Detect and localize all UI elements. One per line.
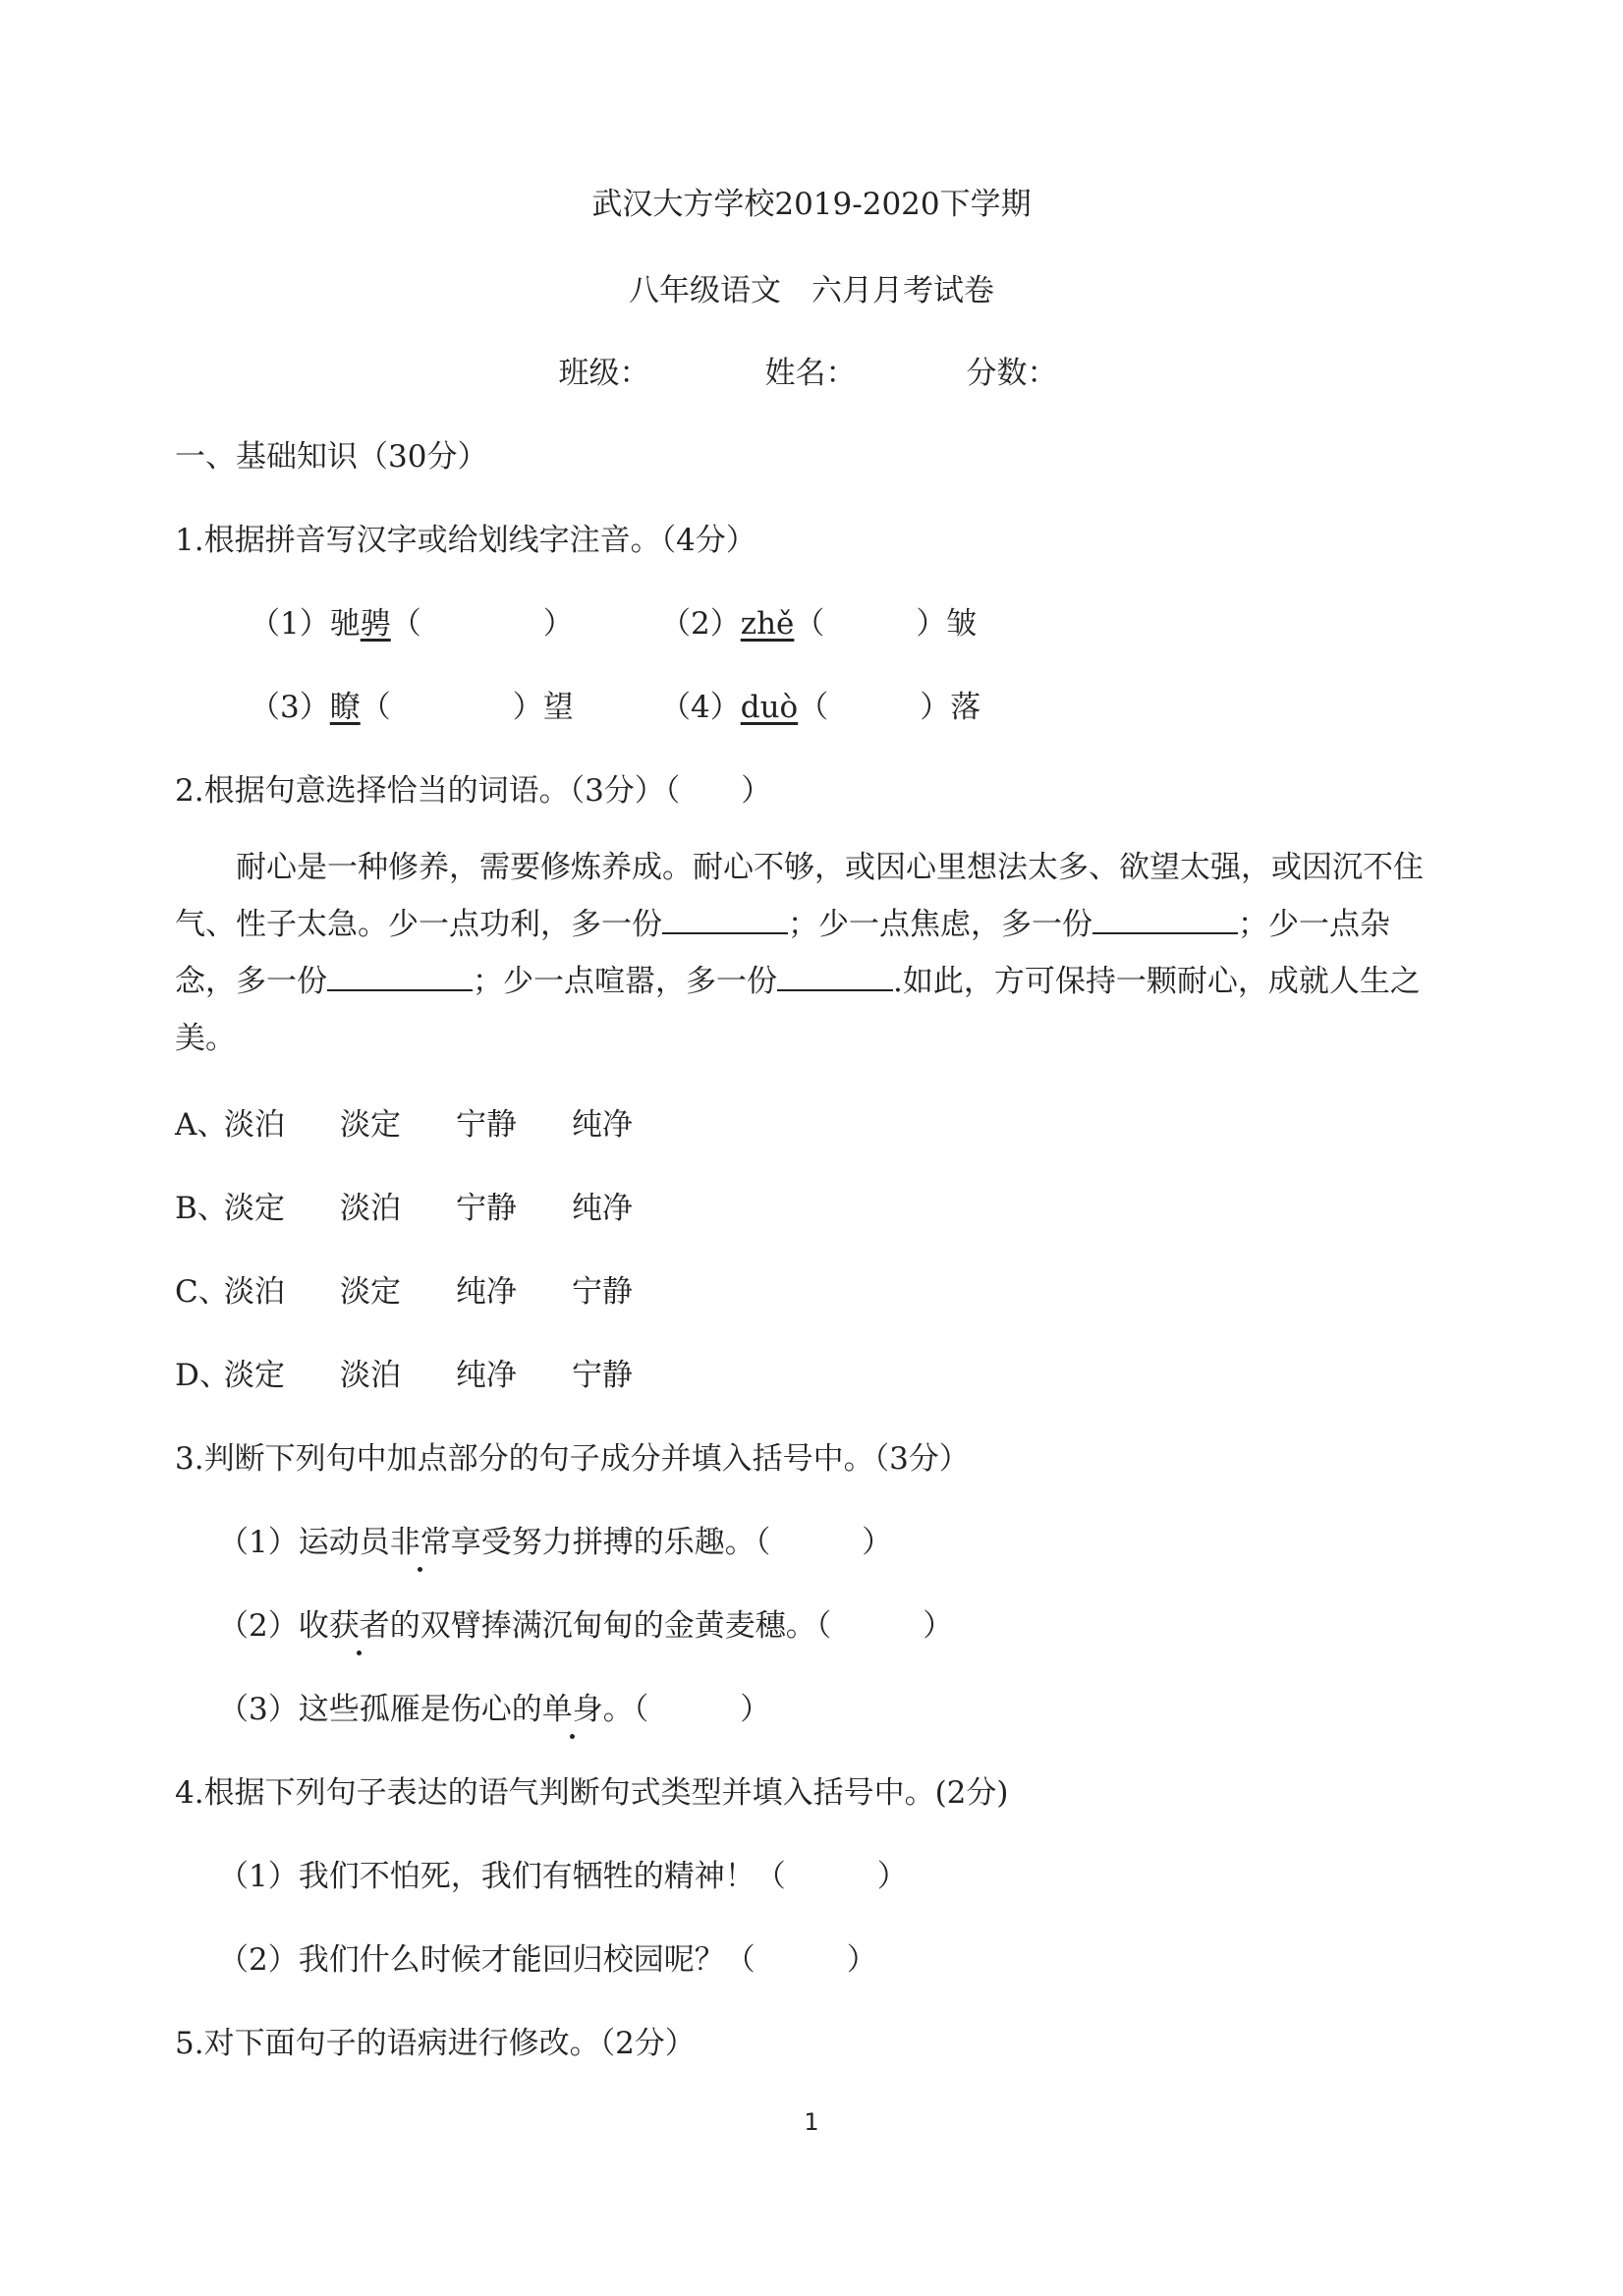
document-subtitle: 八年级语文 六月月考试卷 [629, 273, 994, 308]
question-3-stem: 3.判断下列句中加点部分的句子成分并填入括号中。（3分） [175, 1441, 970, 1477]
underlined-pinyin: zhě [740, 606, 795, 642]
option-d: D、淡定 淡泊 纯净 宁静 [175, 1358, 633, 1393]
option-a: A、淡泊 淡定 宁静 纯净 [175, 1107, 633, 1143]
underlined-char: 骋 [360, 606, 391, 642]
question-1-stem: 1.根据拼音写汉字或给划线字注音。（4分） [175, 523, 756, 558]
dotted-phrase: 单身 [541, 1692, 603, 1727]
document-title: 武汉大方学校2019-2020下学期 [591, 187, 1032, 222]
question-4-item-1: （1）我们不怕死，我们有牺牲的精神！（ ） [218, 1859, 908, 1894]
question-3-item-1: （1）运动员非常享受努力拼搏的乐趣。（ ） [218, 1525, 893, 1560]
question-1-item-2: （2）zhě（ ）皱 [660, 606, 978, 642]
question-3-item-2: （2）收获者的双臂捧满沉甸甸的金黄麦穗。（ ） [218, 1608, 954, 1644]
question-1-item-3: （3）瞭（ ）望 [250, 690, 574, 725]
dotted-phrase: 获者 [328, 1608, 390, 1644]
answer-blank [777, 960, 893, 991]
question-4-item-2: （2）我们什么时候才能回归校园呢？（ ） [218, 1942, 877, 1978]
dotted-phrase: 非常 [389, 1525, 451, 1560]
option-c: C、淡泊 淡定 纯净 宁静 [175, 1274, 633, 1310]
answer-blank [662, 903, 788, 934]
score-field-label: 分数： [966, 356, 1058, 391]
question-2-passage: 耐心是一种修养，需要修炼养成。耐心不够，或因心里想法太多、欲望太强，或因沉不住气、性子太急。少一点功利，多一份 ；少一点焦虑，多一份 ；少一点杂念，多一份 ；少一点喧嚣，多一份 .如此，方可保持一颗耐心，成就人生之美。 [175, 850, 1424, 1056]
section-heading: 一、基础知识（30分） [175, 439, 488, 475]
answer-blank [1092, 903, 1238, 934]
option-b: B、淡定 淡泊 宁静 纯净 [175, 1191, 633, 1226]
question-3-item-3: （3）这些孤雁是伤心的单身。（ ） [218, 1692, 771, 1727]
underlined-char: 瞭 [329, 690, 361, 725]
name-field-label: 姓名： [764, 356, 857, 391]
page-number: 1 [804, 2108, 819, 2136]
answer-blank [327, 960, 473, 991]
question-1-item-4: （4）duò（ ）落 [660, 690, 981, 725]
question-4-stem: 4.根据下列句子表达的语气判断句式类型并填入括号中。(2分) [175, 1775, 1009, 1811]
question-5-stem: 5.对下面句子的语病进行修改。（2分） [175, 2026, 696, 2061]
class-field-label: 班级： [558, 356, 650, 391]
question-1-item-1: （1）驰骋（ ） [250, 606, 574, 642]
underlined-pinyin: duò [740, 690, 799, 725]
question-2-stem: 2.根据句意选择恰当的词语。（3分）（ ） [175, 773, 772, 809]
